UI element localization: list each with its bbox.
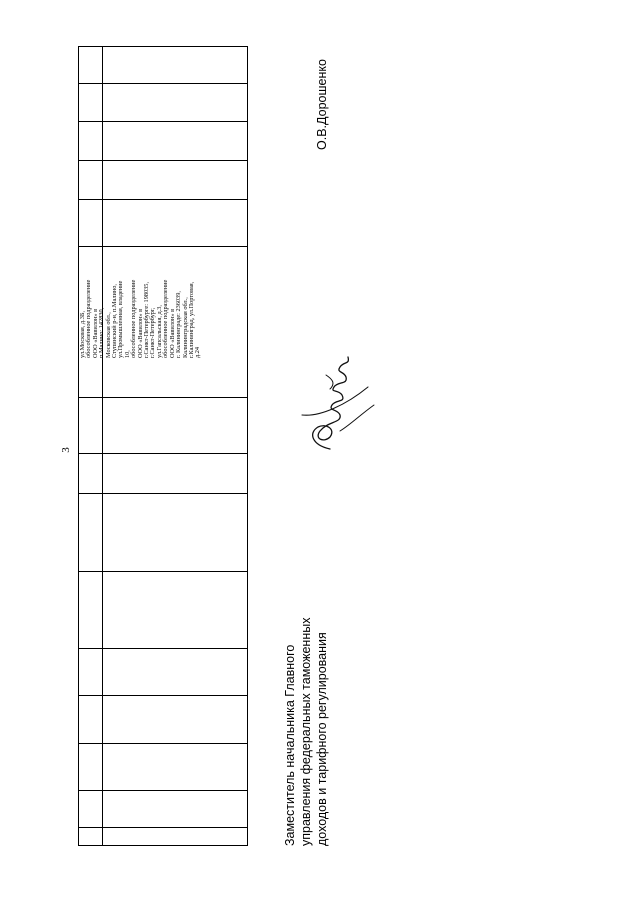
- table-row-divider: [79, 453, 247, 454]
- table-row-divider: [79, 83, 247, 84]
- table-row-divider: [79, 790, 247, 791]
- address-line: ООО «Вавилон» в: [168, 308, 176, 358]
- position-line: Заместитель начальника Главного: [283, 644, 297, 846]
- address-line: ул.Гапсальская, д.3,: [155, 305, 163, 358]
- address-line: Ступинский р-н, п.Малино,: [111, 284, 119, 358]
- address-line: г. Калининграде: 236039,: [175, 291, 183, 358]
- table-row-divider: [79, 571, 247, 572]
- table-row-divider: [79, 827, 247, 828]
- page-number: [60, 440, 80, 460]
- handwritten-signature: [290, 345, 380, 455]
- table-row-divider: [79, 160, 247, 161]
- address-line: 10,: [123, 350, 131, 358]
- table-row-divider: [79, 121, 247, 122]
- address-line: д.24: [194, 346, 202, 358]
- address-line: г.Санкт-Петербурге: 198035,: [143, 281, 151, 358]
- address-line: обособленное подразделение: [85, 279, 93, 358]
- address-line: Калининградская обл.,: [181, 297, 189, 358]
- table-row-divider: [79, 695, 247, 696]
- page-number-text: 3: [60, 447, 72, 453]
- table-row-divider: [79, 648, 247, 649]
- table-row-divider: [79, 397, 247, 398]
- table-row-divider: [79, 493, 247, 494]
- address-line: обособленное подразделение: [130, 279, 138, 358]
- address-line: г.Санкт-Петербург,: [149, 307, 157, 358]
- position-line: доходов и тарифного регулирования: [315, 632, 329, 846]
- address-line: г.Калининград, ул.Портовая,: [187, 281, 195, 358]
- address-line: ул.Промышленная, владение: [117, 280, 125, 358]
- table-cell-addresses: [80, 246, 240, 358]
- address-line: ООО «Вавилон» в: [136, 308, 144, 358]
- address-line: ООО «Вавилон» в: [91, 308, 99, 358]
- address-line: п.Малино: 142830,: [98, 307, 106, 358]
- table-column-divider: [102, 47, 103, 845]
- signatory-position: [282, 546, 342, 846]
- data-table: [78, 46, 248, 846]
- address-line: ул.Москвая, д.3Б,: [79, 310, 86, 358]
- address-line: обособленное подразделение: [162, 279, 170, 358]
- position-line: управления федеральных таможенных: [299, 617, 313, 846]
- table-row-divider: [79, 743, 247, 744]
- table-row-divider: [79, 199, 247, 200]
- address-line: Московская обл.,: [104, 312, 112, 358]
- table-cell-address-lines: [80, 246, 202, 358]
- signatory-name: О.В.Дорошенко: [315, 59, 329, 150]
